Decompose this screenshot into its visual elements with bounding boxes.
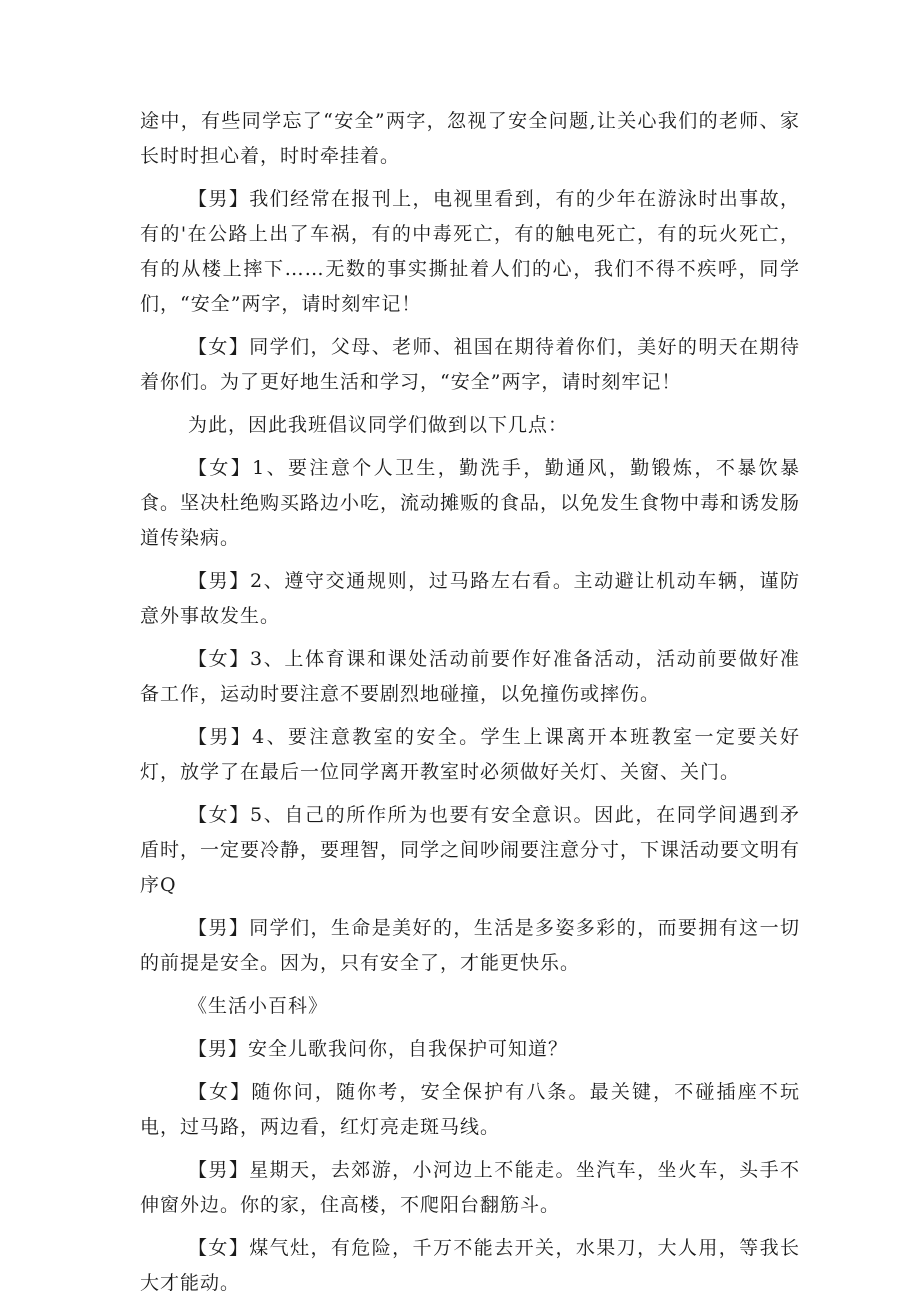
paragraph-female-rhyme-answer-1: 【女】随你问，随你考，安全保护有八条。最关键，不碰插座不玩电，过马路，两边看，红灯亮走斑马线。 [140, 1081, 800, 1138]
paragraph-point-3-sports: 【女】3、上体育课和课处活动前要作好准备活动，活动前要做好准备工作，运动时要注意不要剧烈地碰撞，以免撞伤或摔伤。 [140, 648, 800, 705]
paragraph-point-1-hygiene: 【女】1、要注意个人卫生，勤洗手，勤通风，勤锻炼，不暴饮暴食。坚决杜绝购买路边小吃，流动摊贩的食品，以免发生食物中毒和诱发肠道传染病。 [140, 457, 801, 549]
section-heading-life-encyclopedia: 《生活小百科》 [188, 995, 329, 1017]
document-body [140, 104, 800, 1309]
paragraph-male-rhyme-question: 【男】安全儿歌我问你，自我保护可知道？ [188, 1038, 569, 1060]
paragraph-female-rhyme-3: 【女】煤气灶，有危险，千万不能去开关，水果刀，大人用，等我长大才能动。 [140, 1237, 800, 1294]
paragraph-proposal-intro: 为此，因此我班倡议同学们做到以下几点： [188, 414, 569, 436]
paragraph-male-rhyme-2: 【男】星期天，去郊游，小河边上不能走。坐汽车，坐火车，头手不伸窗外边。你的家，住高楼，不爬阳台翻筋斗。 [140, 1159, 800, 1216]
paragraph-point-5-behavior: 【女】5、自己的所作所为也要有安全意识。因此，在同学间遇到矛盾时，一定要冷静，要理智，同学之间吵闹要注意分寸，下课活动要文明有序Q [140, 804, 801, 896]
paragraph-female-expectation: 【女】同学们，父母、老师、祖国在期待着你们，美好的明天在期待着你们。为了更好地生活和学习，“安全”两字，请时刻牢记！ [140, 336, 800, 393]
paragraph-point-2-traffic: 【男】2、遵守交通规则，过马路左右看。主动避让机动车辆，谨防意外事故发生。 [140, 570, 800, 627]
paragraph-intro-continuation: 途中，有些同学忘了“安全”两字，忽视了安全问题,让关心我们的老师、家长时时担心着，时时牵挂着。 [140, 110, 800, 167]
paragraph-point-4-classroom: 【男】4、要注意教室的安全。学生上课离开本班教室一定要关好灯，放学了在最后一位同学离开教室时必须做好关灯、关窗、关门。 [140, 726, 800, 783]
paragraph-male-conclusion: 【男】同学们，生命是美好的，生活是多姿多彩的，而要拥有这一切的前提是安全。因为，只有安全了，才能更快乐。 [140, 917, 800, 974]
paragraph-male-news: 【男】我们经常在报刊上，电视里看到，有的少年在游泳时出事故，有的'在公路上出了车祸，有的中毒死亡，有的触电死亡，有的玩火死亡，有的从楼上摔下……无数的事实撕扯着人们的心，我们不得不疾呼，同学们，“安全”两字，请时刻牢记！ [140, 188, 800, 315]
